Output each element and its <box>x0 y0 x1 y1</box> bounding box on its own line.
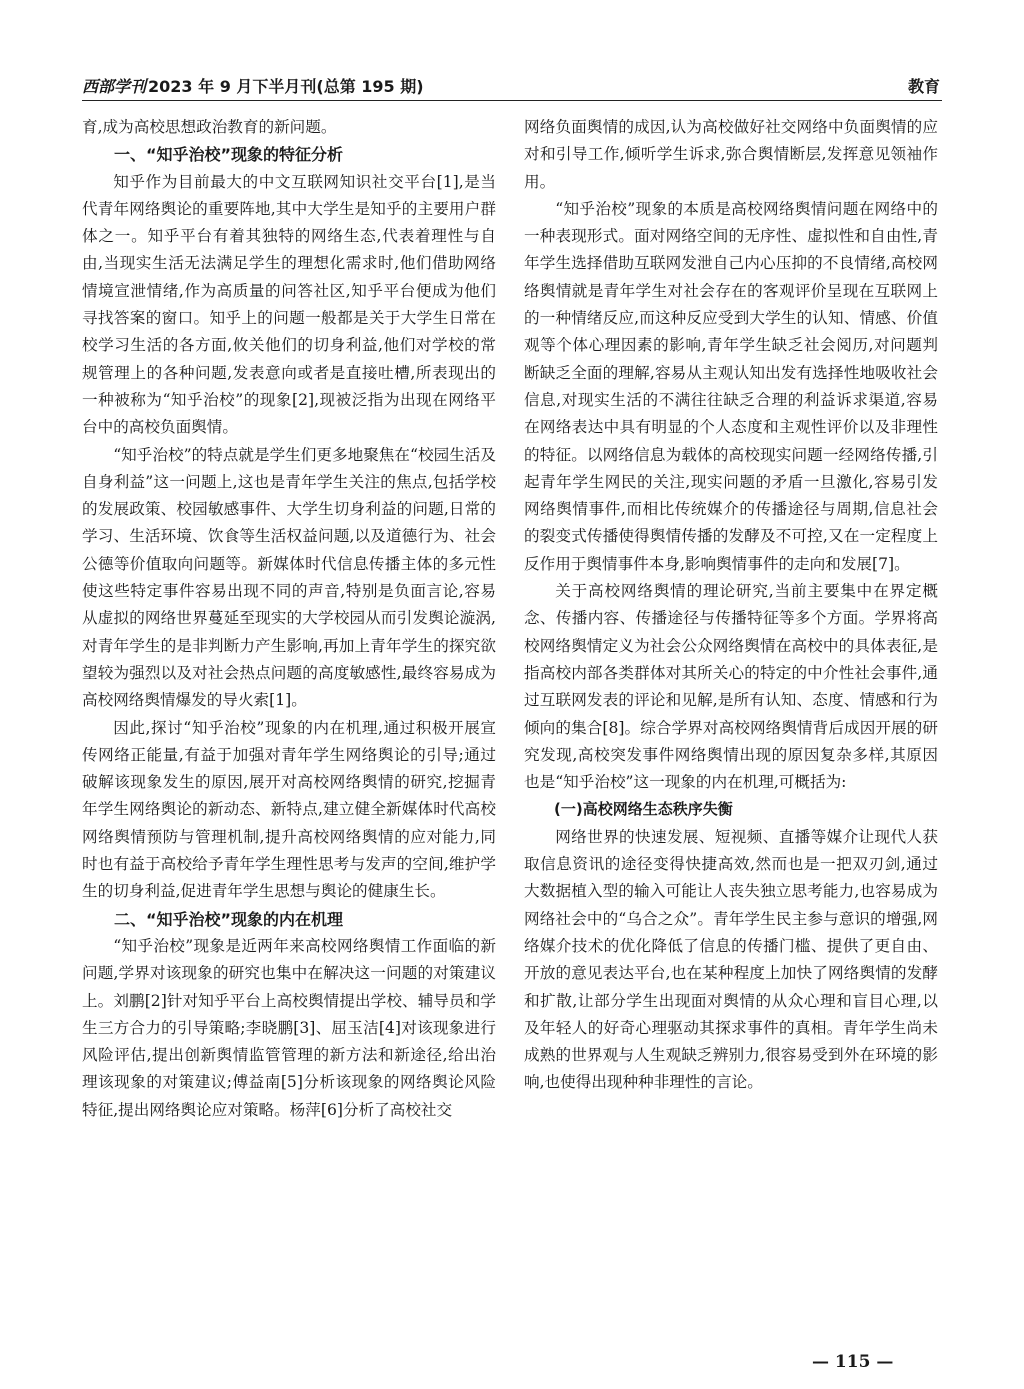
journal-masthead <box>82 74 424 97</box>
journal-logo: 西部学刊 <box>82 77 147 96</box>
body-paragraph: 知乎作为目前最大的中文互联网知识社交平台[1],是当代青年网络舆论的重要阵地,其中大学生是知乎的主要用户群体之一。知乎平台有着其独特的网络生态,代表着理性与自由,当现实生活无法满足学生的理想化需求时,他们借助网络情境宣泄情绪,作为高质量的问答社区,知乎平台便成为他们寻找答案的窗口。知乎上的问题一般都是关于大学生日常在校学习生活的各方面,攸关他们的切身利益,他们对学校的常规管理上的各种问题,发表意向或者是直接吐槽,所表现出的一种被称为“知乎治校”的现象[2],现被泛指为出现在网络平台中的高校负面舆情。 <box>82 172 496 437</box>
section-label: 教育 <box>907 77 940 96</box>
issue-info: 2023 年 9 月下半月刊(总第 195 期) <box>148 77 424 96</box>
left-column <box>82 114 496 1124</box>
body-paragraph: 网络负面舆情的成因,认为高校做好社交网络中负面舆情的应对和引导工作,倾听学生诉求,弥合舆情断层,发挥意见领袖作用。 <box>524 118 938 191</box>
body-paragraph: “知乎治校”现象的本质是高校网络舆情问题在网络中的一种表现形式。面对网络空间的无序性、虚拟性和自由性,青年学生选择借助互联网发泄自己内心压抑的不良情绪,高校网络舆情就是青年学生对社会存在的客观评价呈现在互联网上的一种情绪反应,而这种反应受到大学生的认知、情感、价值观等个体心理因素的影响,青年学生缺乏社会阅历,对问题判断缺乏全面的理解,容易从主观认知出发有选择性地吸收社会信息,对现实生活的不满往往缺乏合理的利益诉求渠道,容易在网络表达中具有明显的个人态度和主观性评价以及非理性的特征。以网络信息为载体的高校现实问题一经网络传播,引起青年学生网民的关注,现实问题的矛盾一旦激化,容易引发网络舆情事件,而相比传统媒介的传播途径与周期,信息社会的裂变式传播使得舆情传播的发酵及不可控,又在一定程度上反作用于舆情事件本身,影响舆情事件的走向和发展[7]。 <box>524 199 938 573</box>
subsection-heading: (一)高校网络生态秩序失衡 <box>554 800 733 819</box>
body-paragraph: 育,成为高校思想政治教育的新问题。 <box>82 118 337 136</box>
body-paragraph: “知乎治校”现象是近两年来高校网络舆情工作面临的新问题,学界对该现象的研究也集中在解决这一问题的对策建议上。刘鹏[2]针对知乎平台上高校舆情提出学校、辅导员和学生三方合力的引导策略;李晓鹏[3]、屈玉洁[4]对该现象进行风险评估,提出创新舆情监管管理的新方法和新途径,给出治理该现象的对策建议;傅益南[5]分析该现象的网络舆论风险特征,提出网络舆论应对策略。杨萍[6]分析了高校社交 <box>82 936 496 1119</box>
body-paragraph: 因此,探讨“知乎治校”现象的内在机理,通过积极开展宣传网络正能量,有益于加强对青年学生网络舆论的引导;通过破解该现象发生的原因,展开对高校网络舆情的研究,挖掘青年学生网络舆论的新动态、新特点,建立健全新媒体时代高校网络舆情预防与管理机制,提升高校网络舆情的应对能力,同时也有益于高校给予青年学生理性思考与发声的空间,维护学生的切身利益,促进青年学生思想与舆论的健康生长。 <box>82 718 496 901</box>
page-number: — 115 — <box>812 1352 894 1372</box>
running-header <box>82 74 942 101</box>
body-paragraph: 网络世界的快速发展、短视频、直播等媒介让现代人获取信息资讯的途径变得快捷高效,然而也是一把双刃剑,通过大数据植入型的输入可能让人丧失独立思考能力,也容易成为网络社会中的“乌合之众”。青年学生民主参与意识的增强,网络媒介技术的优化降低了信息的传播门槛、提供了更自由、开放的意见表达平台,也在某种程度上加快了网络舆情的发酵和扩散,让部分学生出现面对舆情的从众心理和盲目心理,以及年轻人的好奇心理驱动其探求事件的真相。青年学生尚未成熟的世界观与人生观缺乏辨别力,很容易受到外在环境的影响,也使得出现种种非理性的言论。 <box>524 827 938 1092</box>
right-column <box>524 114 938 1097</box>
section-heading: 二、“知乎治校”现象的内在机理 <box>114 909 344 929</box>
body-paragraph: 关于高校网络舆情的理论研究,当前主要集中在界定概念、传播内容、传播途径与传播特征等多个方面。学界将高校网络舆情定义为社会公众网络舆情在高校中的具体表征,是指高校内部各类群体对其所关心的特定的中介性社会事件,通过互联网发表的评论和见解,是所有认知、态度、情感和行为倾向的集合[8]。综合学界对高校网络舆情背后成因开展的研究发现,高校突发事件网络舆情出现的原因复杂多样,其原因也是“知乎治校”这一现象的内在机理,可概括为: <box>524 582 938 792</box>
body-paragraph: “知乎治校”的特点就是学生们更多地聚焦在“校园生活及自身利益”这一问题上,这也是青年学生关注的焦点,包括学校的发展政策、校园敏感事件、大学生切身利益的问题,日常的学习、生活环境、饮食等生活权益问题,以及道德行为、社会公德等价值取向问题等。新媒体时代信息传播主体的多元性使这些特定事件容易出现不同的声音,特别是负面言论,容易从虚拟的网络世界蔓延至现实的大学校园从而引发舆论漩涡,对青年学生的是非判断力产生影响,再加上青年学生的探究欲望较为强烈以及对社会热点问题的高度敏感性,最终容易成为高校网络舆情爆发的导火索[1]。 <box>82 445 496 710</box>
section-heading: 一、“知乎治校”现象的特征分析 <box>114 145 344 165</box>
